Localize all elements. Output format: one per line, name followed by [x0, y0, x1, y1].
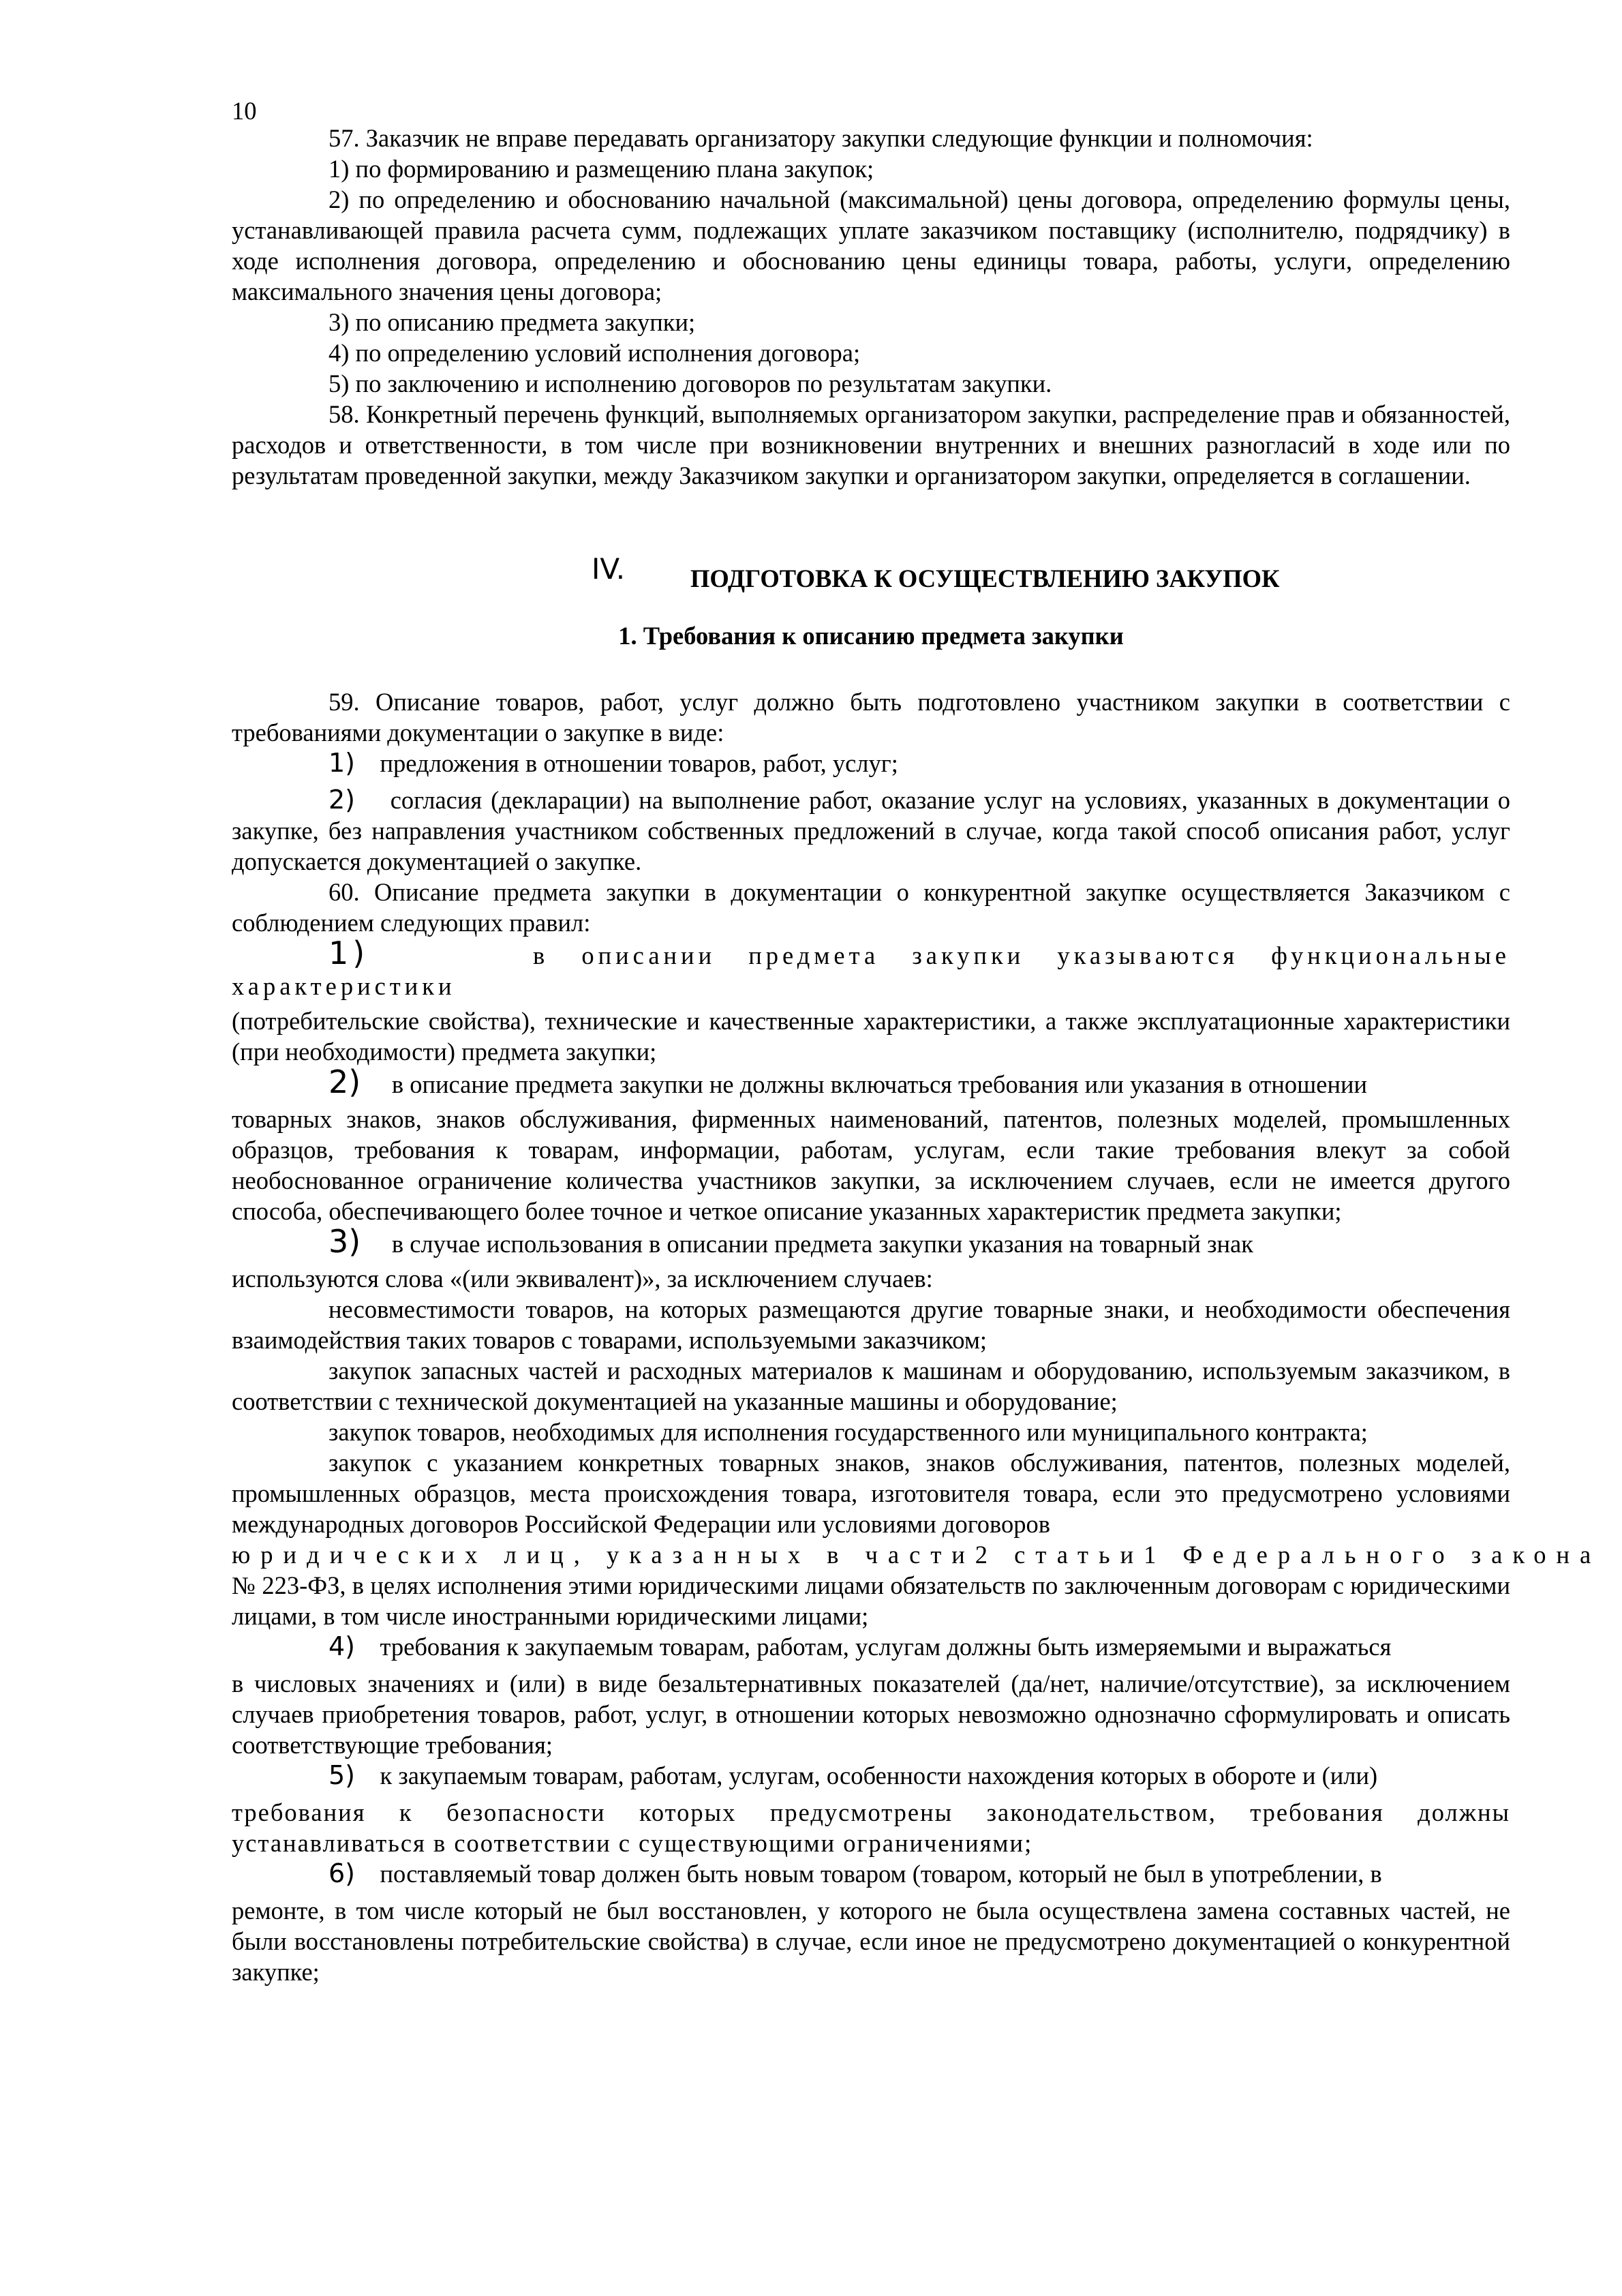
exception-item: закупок с указанием конкретных товарных знаков, знаков обслуживания, патентов, полезных моделей, промышленных образцов, места происхождения товара, изготовителя товара, если это предусмотрено условиями международных договоров Российской Федерации или условиями договоров [232, 1449, 1510, 1538]
list-item: 4) по определению условий исполнения договора; [328, 339, 861, 367]
item-text: поставляемый товар должен быть новым товаром (товаром, который не был в употреблении, в [380, 1860, 1382, 1888]
item-number: 2) [328, 1063, 361, 1100]
list-item [232, 1063, 1510, 1100]
item-continuation: используются слова «(или эквивалент)», за исключением случаев: [232, 1265, 933, 1293]
exception-spaced-line: юридических лиц, указанных в части2 статьи1 Федерального закона [232, 1541, 1602, 1569]
item-continuation: товарных знаков, знаков обслуживания, фирменных наименований, патентов, полезных моделей, промышленных образцов, требования к товарам, информации, работам, услугам, если такие требования влекут за собой необоснованное ограничение количества участников закупки, за исключением случаев, если не имеется другого способа, обеспечивающего более точное и четкое описание указанных характеристик предмета закупки; [232, 1105, 1510, 1225]
item-number: 6) [328, 1858, 356, 1888]
exception-item: закупок товаров, необходимых для исполнения государственного или муниципального контракта; [328, 1418, 1368, 1446]
item-continuation: ремонте, в том числе который не был восстановлен, у которого не была осуществлена замена составных частей, не были восстановлены потребительские свойства) в случае, если иное не предусмотрено документацией о конкурентной закупке; [232, 1897, 1510, 1986]
list-item: 2) по определению и обоснованию начальной (максимальной) цены договора, определению формулы цены, устанавливающей правила расчета сумм, подлежащих уплате заказчиком поставщику (исполнителю, подрядчику) в ходе исполнения договора, определению и обоснованию цены единицы товара, работы, услуги, определению максимального значения цены договора; [232, 185, 1510, 305]
section-number: IV. [592, 552, 626, 586]
item-number: 3) [328, 1223, 361, 1260]
item-number: 1) [328, 748, 356, 778]
item-continuation: (потребительские свойства), технические и качественные характеристики, а также эксплуатационные характеристики (при необходимости) предмета закупки; [232, 1007, 1510, 1066]
list-item [232, 935, 1511, 1001]
item-text: в описании предмета закупки указываются функциональные характеристики [232, 941, 1511, 1000]
list-item [232, 748, 1510, 779]
list-item: 1) по формированию и размещению плана закупок; [328, 155, 874, 183]
item-text: в описание предмета закупки не должны включаться требования или указания в отношении [391, 1070, 1368, 1098]
section-heading [232, 554, 1510, 594]
list-item [232, 1223, 1510, 1260]
paragraph-60: 60. Описание предмета закупки в документации о конкурентной закупке осуществляется Заказчиком с соблюдением следующих правил: [232, 878, 1510, 937]
paragraph-59: 59. Описание товаров, работ, услуг должно быть подготовлено участником закупки в соответствии с требованиями документации о закупке в виде: [232, 688, 1510, 746]
item-text: согласия (декларации) на выполнение работ, оказание услуг на условиях, указанных в документации о закупке, без направления участником собственных предложений в случае, когда такой способ описания работ, услуг допускается документацией о закупке. [232, 786, 1510, 875]
list-item [232, 1858, 1510, 1889]
item-continuation: в числовых значениях и (или) в виде безальтернативных показателей (да/нет, наличие/отсутствие), за исключением случаев приобретения товаров, работ, услуг, в отношении которых невозможно однозначно сформулировать и описать соответствующие требования; [232, 1670, 1510, 1759]
item-text: требования к закупаемым товарам, работам, услугам должны быть измеряемыми и выражаться [380, 1633, 1392, 1661]
subsection-title: 1. Требования к описанию предмета закупки [618, 622, 1124, 650]
item-continuation: требования к безопасности которых предусмотрены законодательством, требования должны устанавливаться в соответствии с существующими ограничениями; [232, 1798, 1510, 1857]
list-item [232, 785, 1510, 877]
item-number: 4) [328, 1631, 356, 1661]
item-text: в случае использования в описании предмета закупки указания на товарный знак [391, 1230, 1253, 1258]
document-page [232, 92, 1602, 1987]
paragraph-58: 58. Конкретный перечень функций, выполняемых организатором закупки, распределение прав и обязанностей, расходов и ответственности, в том числе при возникновении внутренних и внешних разногласий в ходе или по результатам проведенной закупки, между Заказчиком закупки и организатором закупки, определяется в соглашении. [232, 400, 1510, 489]
item-text: предложения в отношении товаров, работ, услуг; [380, 749, 898, 777]
item-text: к закупаемым товарам, работам, услугам, особенности нахождения которых в обороте и (или) [380, 1762, 1378, 1789]
paragraph-57: 57. Заказчик не вправе передавать организатору закупки следующие функции и полномочия: [328, 124, 1313, 152]
list-item [232, 1631, 1510, 1662]
list-item: 5) по заключению и исполнению договоров по результатам закупки. [328, 369, 1052, 397]
exception-item: несовместимости товаров, на которых размещаются другие товарные знаки, и необходимости обеспечения взаимодействия таких товаров с товарами, используемыми заказчиком; [232, 1295, 1510, 1354]
item-number: 5) [328, 1760, 356, 1790]
exception-continuation: № 223-ФЗ, в целях исполнения этими юридическими лицами обязательств по заключенным договорам с юридическими лицами, в том числе иностранными юридическими лицами; [232, 1571, 1510, 1630]
item-number: 2) [328, 785, 356, 815]
list-item: 3) по описанию предмета закупки; [328, 308, 696, 336]
page-number: 10 [232, 97, 257, 125]
list-item [232, 1760, 1510, 1791]
item-number: 1) [328, 935, 369, 971]
section-title: ПОДГОТОВКА К ОСУЩЕСТВЛЕНИЮ ЗАКУПОК [690, 564, 1280, 592]
exception-item: закупок запасных частей и расходных материалов к машинам и оборудованию, используемым заказчиком, в соответствии с технической документацией на указанные машины и оборудование; [232, 1357, 1510, 1415]
